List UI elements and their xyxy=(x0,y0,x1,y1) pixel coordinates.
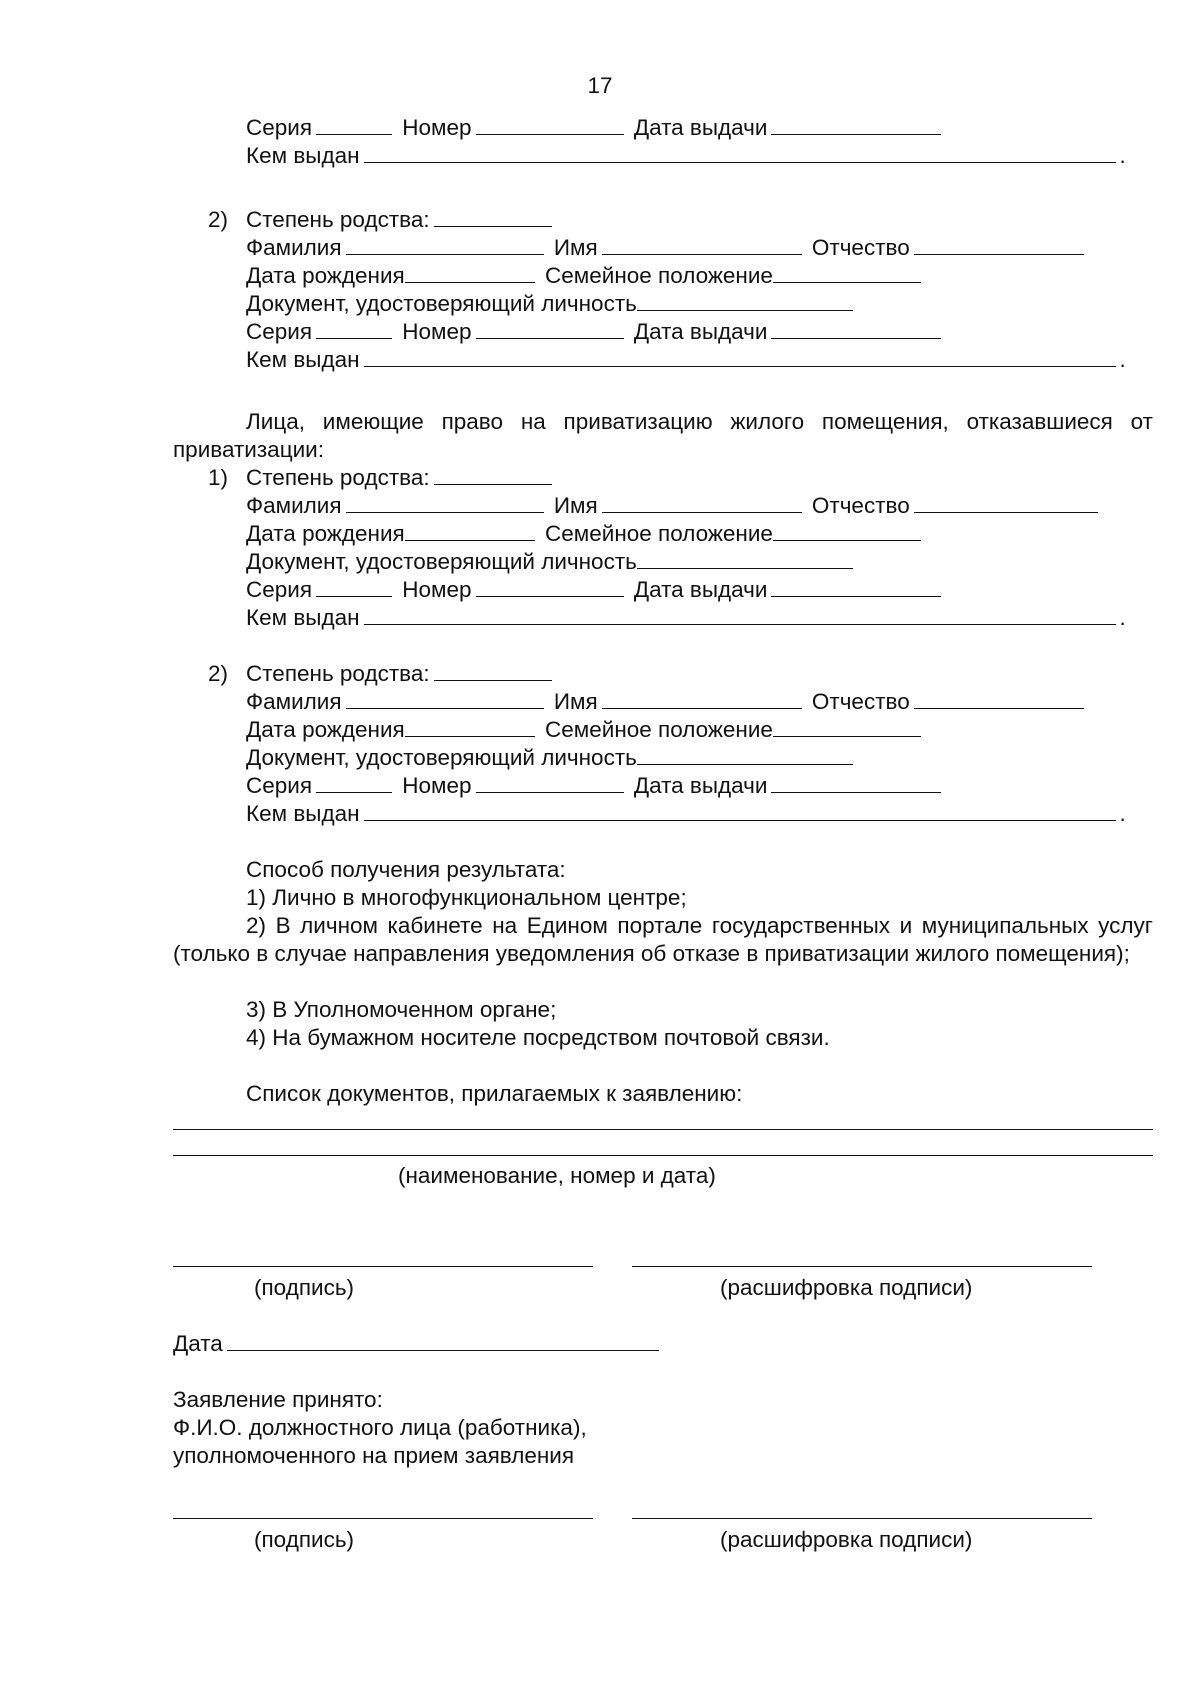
name-row xyxy=(246,492,1102,520)
signature-caption: (подпись) xyxy=(254,1275,355,1300)
number-label: Номер xyxy=(402,115,472,140)
marital-status-label: Семейное положение xyxy=(545,717,773,742)
number-label: Номер xyxy=(402,319,472,344)
patronymic-label: Отчество xyxy=(811,235,910,260)
date-row xyxy=(173,1330,663,1358)
series-field[interactable] xyxy=(316,114,392,135)
kinship-field[interactable] xyxy=(434,206,552,227)
birth-row xyxy=(246,520,925,548)
number-label: Номер xyxy=(402,773,472,798)
first-name-label: Имя xyxy=(553,235,598,260)
passport-row xyxy=(246,772,945,800)
number-field[interactable] xyxy=(476,576,624,597)
birth-date-field[interactable] xyxy=(405,520,535,541)
id-document-label: Документ, удостоверяющий личность xyxy=(246,549,637,574)
surname-label: Фамилия xyxy=(246,689,342,714)
issue-date-field[interactable] xyxy=(771,772,941,793)
issued-by-field[interactable] xyxy=(364,346,1116,367)
id-document-row xyxy=(246,290,857,318)
kinship-row xyxy=(246,660,556,688)
first-name-field[interactable] xyxy=(602,234,802,255)
patronymic-field[interactable] xyxy=(914,688,1084,709)
item-number: 2) xyxy=(208,661,229,686)
number-label: Номер xyxy=(402,577,472,602)
signature-decoding-caption: (расшифровка подписи) xyxy=(720,1275,973,1300)
item-number: 1) xyxy=(208,465,229,490)
issued-by-field[interactable] xyxy=(364,604,1116,625)
id-document-row xyxy=(246,548,857,576)
birth-row xyxy=(246,716,925,744)
period: . xyxy=(1119,347,1126,372)
date-label: Дата xyxy=(173,1331,223,1356)
id-document-row xyxy=(246,744,857,772)
surname-field[interactable] xyxy=(346,688,544,709)
documents-line-1[interactable] xyxy=(173,1129,1153,1130)
series-field[interactable] xyxy=(316,318,392,339)
issue-date-field[interactable] xyxy=(771,318,941,339)
result-option-4: 4) На бумажном носителе посредством почтовой связи. xyxy=(246,1025,830,1050)
number-field[interactable] xyxy=(476,772,624,793)
official-signature-line[interactable] xyxy=(173,1518,593,1519)
issued-by-row xyxy=(246,604,1126,632)
issued-by-row xyxy=(246,142,1126,170)
birth-date-field[interactable] xyxy=(405,262,535,283)
official-signature-decoding-line[interactable] xyxy=(632,1518,1092,1519)
kinship-label: Степень родства: xyxy=(246,465,430,490)
official-authorized-label: уполномоченного на прием заявления xyxy=(173,1443,575,1468)
passport-row xyxy=(246,318,945,346)
marital-status-field[interactable] xyxy=(773,520,921,541)
id-document-field[interactable] xyxy=(637,744,853,765)
id-document-field[interactable] xyxy=(637,290,853,311)
surname-label: Фамилия xyxy=(246,493,342,518)
number-field[interactable] xyxy=(476,114,624,135)
issue-date-label: Дата выдачи xyxy=(633,319,768,344)
name-row xyxy=(246,688,1088,716)
first-name-field[interactable] xyxy=(602,688,802,709)
id-document-label: Документ, удостоверяющий личность xyxy=(246,745,637,770)
marital-status-label: Семейное положение xyxy=(545,263,773,288)
issued-by-label: Кем выдан xyxy=(246,347,360,372)
kinship-field[interactable] xyxy=(434,660,552,681)
series-label: Серия xyxy=(246,115,313,140)
passport-row xyxy=(246,114,945,142)
result-method-title: Способ получения результата: xyxy=(246,857,566,882)
issued-by-field[interactable] xyxy=(364,142,1116,163)
period: . xyxy=(1119,801,1126,826)
signature-line[interactable] xyxy=(173,1266,593,1267)
page-number: 17 xyxy=(587,73,613,98)
issued-by-label: Кем выдан xyxy=(246,801,360,826)
id-document-field[interactable] xyxy=(637,548,853,569)
marital-status-label: Семейное положение xyxy=(545,521,773,546)
surname-field[interactable] xyxy=(346,234,544,255)
result-option-1: 1) Лично в многофункциональном центре; xyxy=(246,885,687,910)
birth-date-label: Дата рождения xyxy=(246,521,405,546)
period: . xyxy=(1119,143,1126,168)
surname-label: Фамилия xyxy=(246,235,342,260)
series-label: Серия xyxy=(246,319,313,344)
id-document-label: Документ, удостоверяющий личность xyxy=(246,291,637,316)
period: . xyxy=(1119,605,1126,630)
refused-intro-paragraph: Лица, имеющие право на приватизацию жилого помещения, отказавшиеся от приватизации: xyxy=(173,409,1153,462)
patronymic-field[interactable] xyxy=(914,492,1098,513)
first-name-label: Имя xyxy=(553,689,598,714)
patronymic-field[interactable] xyxy=(914,234,1084,255)
date-field[interactable] xyxy=(227,1330,659,1351)
birth-date-label: Дата рождения xyxy=(246,263,405,288)
birth-date-field[interactable] xyxy=(405,716,535,737)
patronymic-label: Отчество xyxy=(811,493,910,518)
kinship-row xyxy=(246,464,556,492)
passport-row xyxy=(246,576,945,604)
issue-date-field[interactable] xyxy=(771,114,941,135)
kinship-label: Степень родства: xyxy=(246,207,430,232)
series-label: Серия xyxy=(246,773,313,798)
result-option-2: 2) В личном кабинете на Едином портале государственных и муниципальных услуг (только в случае направления уведомления об отказе в приватизации жилого помещения); xyxy=(173,913,1153,966)
official-signature-decoding-caption: (расшифровка подписи) xyxy=(720,1527,973,1552)
issue-date-label: Дата выдачи xyxy=(633,577,768,602)
first-name-label: Имя xyxy=(553,493,598,518)
series-label: Серия xyxy=(246,577,313,602)
accepted-title: Заявление принято: xyxy=(173,1387,383,1412)
kinship-row xyxy=(246,206,556,234)
official-signature-caption: (подпись) xyxy=(254,1527,355,1552)
issue-date-label: Дата выдачи xyxy=(633,115,768,140)
issued-by-row xyxy=(246,346,1126,374)
first-name-field[interactable] xyxy=(602,492,802,513)
name-row xyxy=(246,234,1088,262)
item-number: 2) xyxy=(208,207,229,232)
kinship-field[interactable] xyxy=(434,464,552,485)
surname-field[interactable] xyxy=(346,492,544,513)
issued-by-label: Кем выдан xyxy=(246,143,360,168)
official-name-label: Ф.И.О. должностного лица (работника), xyxy=(173,1415,587,1440)
number-field[interactable] xyxy=(476,318,624,339)
issued-by-label: Кем выдан xyxy=(246,605,360,630)
birth-row xyxy=(246,262,925,290)
documents-list-title: Список документов, прилагаемых к заявлению: xyxy=(246,1081,743,1106)
patronymic-label: Отчество xyxy=(811,689,910,714)
issued-by-field[interactable] xyxy=(364,800,1116,821)
series-field[interactable] xyxy=(316,772,392,793)
marital-status-field[interactable] xyxy=(773,262,921,283)
series-field[interactable] xyxy=(316,576,392,597)
marital-status-field[interactable] xyxy=(773,716,921,737)
issued-by-row xyxy=(246,800,1126,828)
issue-date-label: Дата выдачи xyxy=(633,773,768,798)
documents-line-2[interactable] xyxy=(173,1155,1153,1156)
issue-date-field[interactable] xyxy=(771,576,941,597)
birth-date-label: Дата рождения xyxy=(246,717,405,742)
documents-caption: (наименование, номер и дата) xyxy=(398,1163,716,1188)
result-option-3: 3) В Уполномоченном органе; xyxy=(246,997,557,1022)
signature-decoding-line[interactable] xyxy=(632,1266,1092,1267)
kinship-label: Степень родства: xyxy=(246,661,430,686)
